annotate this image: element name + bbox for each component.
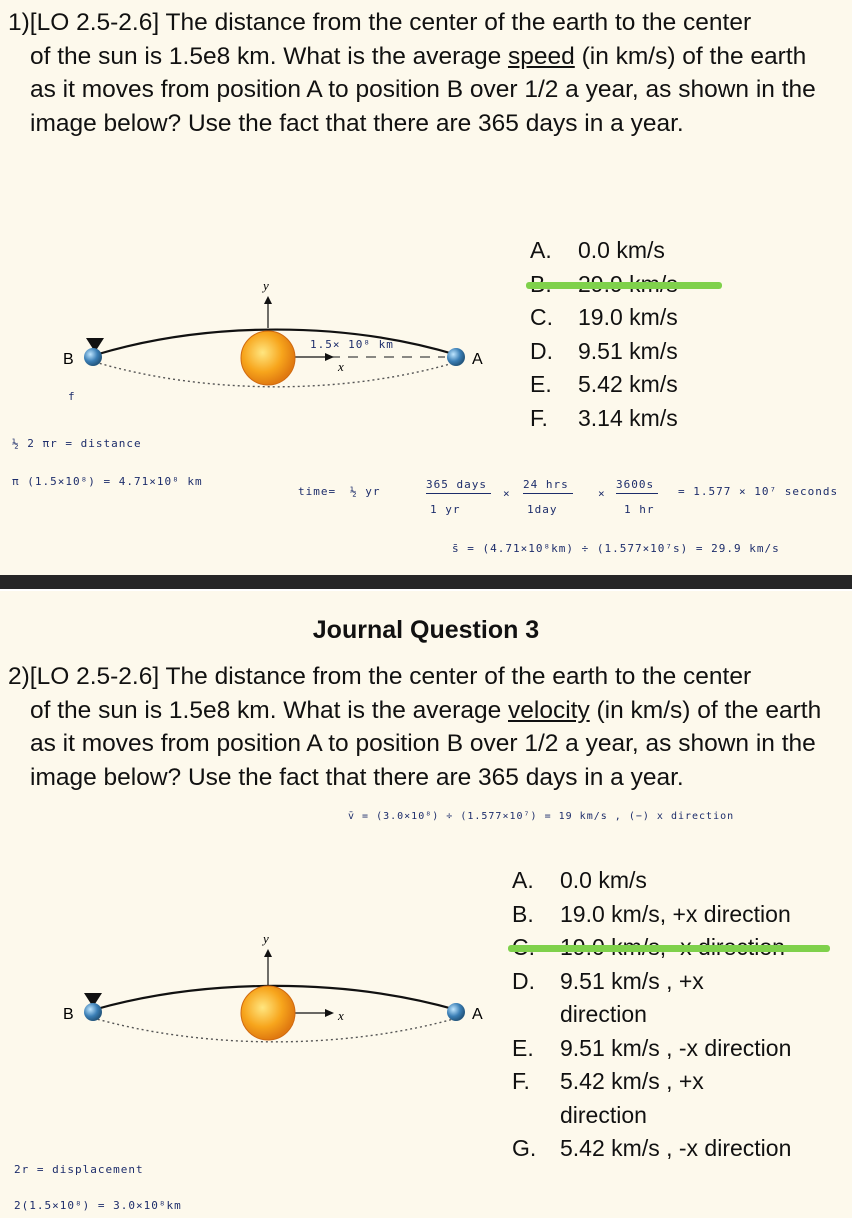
- x2-axis-label: x: [338, 1008, 344, 1023]
- y-axis-label: y: [263, 278, 269, 293]
- pi-calc-note: π (1.5×10⁸) = 4.71×10⁸ km: [12, 475, 203, 488]
- label-a: A: [472, 351, 483, 368]
- time-label: time=: [298, 485, 337, 498]
- label2-b: B: [63, 1006, 74, 1023]
- days-numerator: 365 days: [426, 478, 491, 494]
- displacement-note: 2r = displacement: [14, 1163, 144, 1176]
- days-denominator: 1 yr: [430, 503, 461, 516]
- velocity-note: v̄ = (3.0×10⁸) ÷ (1.577×10⁷) = 19 km/s , (−) x direction: [348, 811, 735, 822]
- q1-choice-c[interactable]: C. 19.0 km/s: [530, 304, 678, 330]
- q2-choice-d[interactable]: D. 9.51 km/s , +x direction: [512, 967, 704, 1027]
- q2-first-line: [LO 2.5-2.6] The distance from the center of the earth to the center: [29, 663, 752, 690]
- q1-choice-a[interactable]: A. 0.0 km/s: [530, 237, 665, 263]
- q2-number: 2): [8, 663, 30, 690]
- seconds-denominator: 1 hr: [624, 503, 655, 516]
- q2-highlight: [508, 945, 830, 952]
- q2-choice-a[interactable]: A. 0.0 km/s: [512, 867, 647, 893]
- y2-axis-label: y: [263, 931, 269, 946]
- q2-choice-g[interactable]: G. 5.42 km/s , -x direction: [512, 1135, 792, 1161]
- distance-note: 1.5× 10⁸ km: [310, 338, 394, 351]
- hours-denominator: 1day: [527, 503, 558, 516]
- times-2: ×: [598, 487, 606, 500]
- speed-calc: s̄ = (4.71×10⁸km) ÷ (1.577×10⁷s) = 29.9 km/s: [452, 542, 780, 555]
- q2-text-post: (in km/s) of the earth as it moves from position A to position B over 1/2 a year, as shown in the image below? Use the fact that there are 365 days in a year.: [30, 696, 822, 791]
- displacement-calc: 2(1.5×10⁸) = 3.0×10⁸km: [14, 1199, 182, 1212]
- q1-text-post: (in km/s) of the earth as it moves from position A to position B over 1/2 a year, as shown in the image below? Use the fact that there are 365 days in a year.: [30, 42, 816, 137]
- sun2-icon: [241, 986, 295, 1040]
- label-b: B: [63, 351, 74, 368]
- earth2-a-icon: [447, 1003, 465, 1021]
- half-circumference-note: ½ 2 πr = distance: [12, 437, 142, 450]
- q2-underlined-word: velocity: [508, 696, 590, 724]
- q2-text-pre: of the sun is 1.5e8 km. What is the average: [30, 696, 509, 724]
- q1-choice-d[interactable]: D. 9.51 km/s: [530, 337, 678, 364]
- x-axis-label: x: [338, 359, 344, 374]
- q2-choice-c[interactable]: [512, 931, 842, 965]
- time-result: = 1.577 × 10⁷ seconds: [678, 485, 839, 498]
- q1-choice-e[interactable]: E. 5.42 km/s: [530, 371, 678, 397]
- q2-choices: [512, 864, 842, 1166]
- q1-number: 1): [8, 9, 30, 36]
- label2-a: A: [472, 1006, 483, 1023]
- q1-choice-f[interactable]: F. 3.14 km/s: [530, 404, 678, 431]
- q1-text-pre: of the sun is 1.5e8 km. What is the average: [30, 42, 509, 70]
- hours-numerator: 24 hrs: [523, 478, 573, 494]
- q2-choice-e[interactable]: E. 9.51 km/s , -x direction: [512, 1034, 792, 1061]
- q1-underlined-word: speed: [508, 42, 575, 70]
- q1-first-line: [LO 2.5-2.6] The distance from the center of the earth to the center: [29, 9, 752, 36]
- journal-title: Journal Question 3: [312, 616, 540, 644]
- earth2-b-icon: [84, 1003, 102, 1021]
- times-1: ×: [503, 487, 511, 500]
- q2-choice-b[interactable]: B. 19.0 km/s, +x direction: [512, 900, 791, 927]
- half-year: ½ yr: [350, 485, 381, 498]
- seconds-numerator: 3600s: [616, 478, 658, 494]
- f-mark: f: [68, 390, 76, 403]
- q2-choice-f[interactable]: F. 5.42 km/s , +x direction: [512, 1068, 704, 1128]
